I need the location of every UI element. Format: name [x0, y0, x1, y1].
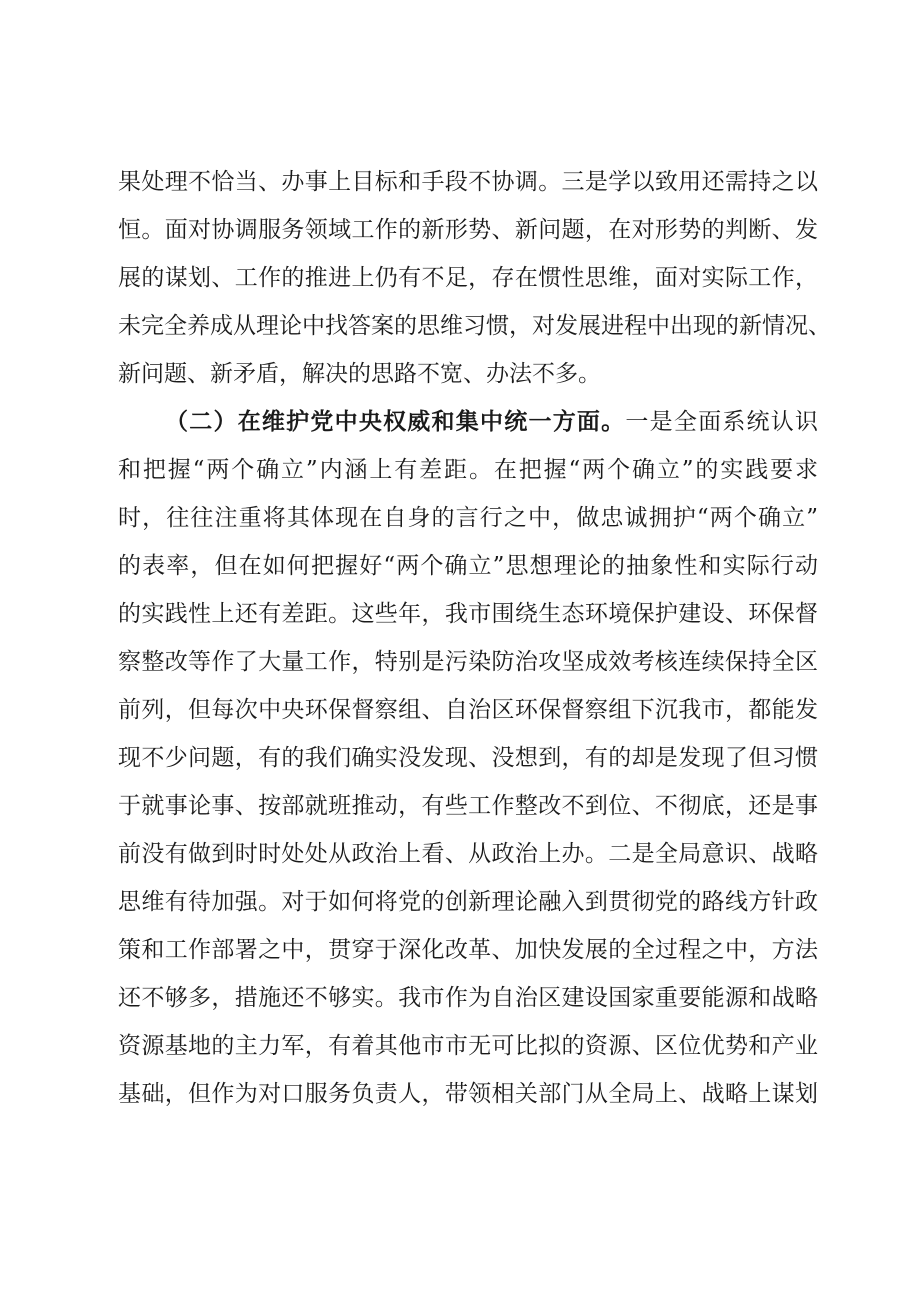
paragraph-line: 前没有做到时时处处从政治上看、从政治上办。二是全局意识、战略 [118, 841, 818, 867]
section-first-line [165, 402, 818, 442]
paragraph-line: 展的谋划、工作的推进上仍有不足，存在惯性思维，面对实际工作， [118, 265, 818, 291]
paragraph-line: 恒。面对协调服务领域工作的新形势、新问题，在对形势的判断、发 [118, 217, 818, 243]
paragraph-line: 还不够多，措施还不够实。我市作为自治区建设国家重要能源和战略 [118, 985, 818, 1011]
paragraph-line: 策和工作部署之中，贯穿于深化改革、加快发展的全过程之中，方法 [118, 937, 818, 963]
paragraph-line: 基础，但作为对口服务负责人，带领相关部门从全局上、战略上谋划 [118, 1081, 818, 1107]
paragraph-line: 果处理不恰当、办事上目标和手段不协调。三是学以致用还需持之以 [118, 169, 818, 195]
paragraph-line: 现不少问题，有的我们确实没发现、没想到，有的却是发现了但习惯 [118, 745, 818, 771]
paragraph-line: 前列，但每次中央环保督察组、自治区环保督察组下沉我市，都能发 [118, 697, 818, 723]
paragraph-line: 新问题、新矛盾，解决的思路不宽、办法不多。 [118, 361, 601, 387]
paragraph-line: 于就事论事、按部就班推动，有些工作整改不到位、不彻底，还是事 [118, 793, 818, 819]
paragraph-line: 察整改等作了大量工作，特别是污染防治攻坚成效考核连续保持全区 [118, 649, 818, 675]
paragraph-line: 的表率，但在如何把握好“两个确立”思想理论的抽象性和实际行动 [118, 553, 818, 579]
paragraph-line: 的实践性上还有差距。这些年，我市围绕生态环境保护建设、环保督 [118, 601, 818, 627]
paragraph-line: 资源基地的主力军，有着其他市市无可比拟的资源、区位优势和产业 [118, 1033, 818, 1059]
section-heading: （二）在维护党中央权威和集中统一方面。 [165, 408, 626, 435]
paragraph-line: 和把握“两个确立”内涵上有差距。在把握“两个确立”的实践要求 [118, 457, 818, 483]
paragraph-line: 思维有待加强。对于如何将党的创新理论融入到贯彻党的路线方针政 [118, 889, 818, 915]
section-first-line-text: 一是全面系统认识 [625, 409, 819, 435]
paragraph-line: 未完全养成从理论中找答案的思维习惯，对发展进程中出现的新情况、 [118, 313, 831, 339]
paragraph-line: 时，往往注重将其体现在自身的言行之中，做忠诚拥护“两个确立” [118, 505, 818, 531]
